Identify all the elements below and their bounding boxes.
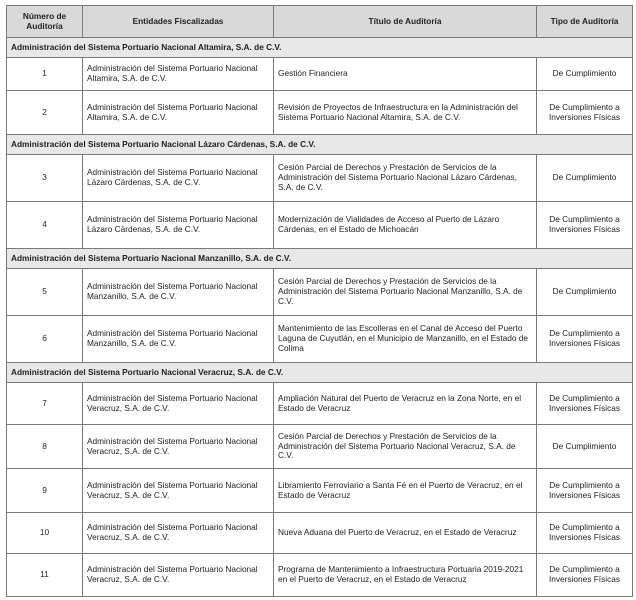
audited-entity: Administración del Sistema Portuario Nacional Altamira, S.A. de C.V.	[83, 91, 274, 135]
group-header-row	[7, 249, 633, 269]
audit-title: Gestión Financiera	[274, 58, 537, 91]
group-header-row	[7, 135, 633, 155]
audited-entity: Administración del Sistema Portuario Nacional Veracruz, S.A. de C.V.	[83, 383, 274, 425]
audit-type: De Cumplimiento a Inversiones Físicas	[537, 91, 633, 135]
group-title: Administración del Sistema Portuario Nacional Manzanillo, S.A. de C.V.	[7, 249, 633, 269]
audit-number: 1	[7, 58, 83, 91]
audited-entity: Administración del Sistema Portuario Nacional Manzanillo, S.A. de C.V.	[83, 316, 274, 363]
table-row	[7, 425, 633, 469]
table-row	[7, 58, 633, 91]
table-row	[7, 469, 633, 513]
table-row	[7, 554, 633, 597]
audit-number: 11	[7, 554, 83, 597]
audit-number: 6	[7, 316, 83, 363]
audit-type: De Cumplimiento a Inversiones Físicas	[537, 513, 633, 554]
audited-entity: Administración del Sistema Portuario Nacional Lázaro Cárdenas, S.A. de C.V.	[83, 202, 274, 249]
header-tipo: Tipo de Auditoría	[537, 6, 633, 38]
audit-type: De Cumplimiento a Inversiones Físicas	[537, 554, 633, 597]
group-header-row	[7, 38, 633, 58]
table-row	[7, 316, 633, 363]
audit-type: De Cumplimiento a Inversiones Físicas	[537, 383, 633, 425]
audited-entity: Administración del Sistema Portuario Nacional Manzanillo, S.A. de C.V.	[83, 269, 274, 316]
audit-title: Mantenimiento de las Escolleras en el Canal de Acceso del Puerto Laguna de Cuyutlán, en el Municipio de Manzanillo, en el Estado de Colima	[274, 316, 537, 363]
header-numero: Número de Auditoría	[7, 6, 83, 38]
audit-type: De Cumplimiento	[537, 155, 633, 202]
audited-entity: Administración del Sistema Portuario Nacional Veracruz, S.A. de C.V.	[83, 425, 274, 469]
group-header-row	[7, 363, 633, 383]
table-row	[7, 513, 633, 554]
audit-number: 3	[7, 155, 83, 202]
group-title: Administración del Sistema Portuario Nacional Altamira, S.A. de C.V.	[7, 38, 633, 58]
audit-type: De Cumplimiento	[537, 425, 633, 469]
table-body	[7, 38, 633, 597]
audit-title: Cesión Parcial de Derechos y Prestación de Servicios de la Administración del Sistema Portuario Nacional Lázaro Cárdenas, S.A. de C.V.	[274, 155, 537, 202]
audit-number: 9	[7, 469, 83, 513]
audit-type: De Cumplimiento	[537, 58, 633, 91]
audit-number: 4	[7, 202, 83, 249]
audit-number: 8	[7, 425, 83, 469]
table-header-row	[7, 6, 633, 38]
audit-title: Libramiento Ferroviario a Santa Fé en el Puerto de Veracruz, en el Estado de Veracruz	[274, 469, 537, 513]
audit-type: De Cumplimiento a Inversiones Físicas	[537, 469, 633, 513]
audited-entity: Administración del Sistema Portuario Nacional Lázaro Cárdenas, S.A. de C.V.	[83, 155, 274, 202]
table-row	[7, 202, 633, 249]
audited-entity: Administración del Sistema Portuario Nacional Altamira, S.A. de C.V.	[83, 58, 274, 91]
audited-entity: Administración del Sistema Portuario Nacional Veracruz, S.A. de C.V.	[83, 554, 274, 597]
audit-title: Cesión Parcial de Derechos y Prestación de Servicios de la Administración del Sistema Portuario Nacional Veracruz, S.A. de C.V.	[274, 425, 537, 469]
table-row	[7, 269, 633, 316]
audited-entity: Administración del Sistema Portuario Nacional Veracruz, S.A. de C.V.	[83, 469, 274, 513]
audit-title: Cesión Parcial de Derechos y Prestación de Servicios de la Administración del Sistema Portuario Nacional Manzanillo, S.A. de C.V.	[274, 269, 537, 316]
group-title: Administración del Sistema Portuario Nacional Lázaro Cárdenas, S.A. de C.V.	[7, 135, 633, 155]
header-titulo: Título de Auditoría	[274, 6, 537, 38]
audit-title: Nueva Aduana del Puerto de Veracruz, en el Estado de Veracruz	[274, 513, 537, 554]
audit-number: 10	[7, 513, 83, 554]
audit-title: Ampliación Natural del Puerto de Veracruz en la Zona Norte, en el Estado de Veracruz	[274, 383, 537, 425]
audit-title: Programa de Mantenimiento a Infraestructura Portuaria 2019-2021 en el Puerto de Veracruz, en el Estado de Veracruz	[274, 554, 537, 597]
audit-number: 2	[7, 91, 83, 135]
audit-type: De Cumplimiento a Inversiones Físicas	[537, 316, 633, 363]
group-title: Administración del Sistema Portuario Nacional Veracruz, S.A. de C.V.	[7, 363, 633, 383]
audit-title: Modernización de Vialidades de Acceso al Puerto de Lázaro Cárdenas, en el Estado de Michoacán	[274, 202, 537, 249]
table-row	[7, 91, 633, 135]
audit-table	[6, 5, 633, 597]
header-entidades: Entidades Fiscalizadas	[83, 6, 274, 38]
audit-type: De Cumplimiento	[537, 269, 633, 316]
audit-number: 7	[7, 383, 83, 425]
table-row	[7, 383, 633, 425]
audited-entity: Administración del Sistema Portuario Nacional Veracruz, S.A. de C.V.	[83, 513, 274, 554]
audit-type: De Cumplimiento a Inversiones Físicas	[537, 202, 633, 249]
audit-number: 5	[7, 269, 83, 316]
table-row	[7, 155, 633, 202]
audit-title: Revisión de Proyectos de Infraestructura en la Administración del Sistema Portuario Nacional Altamira, S.A. de C.V.	[274, 91, 537, 135]
